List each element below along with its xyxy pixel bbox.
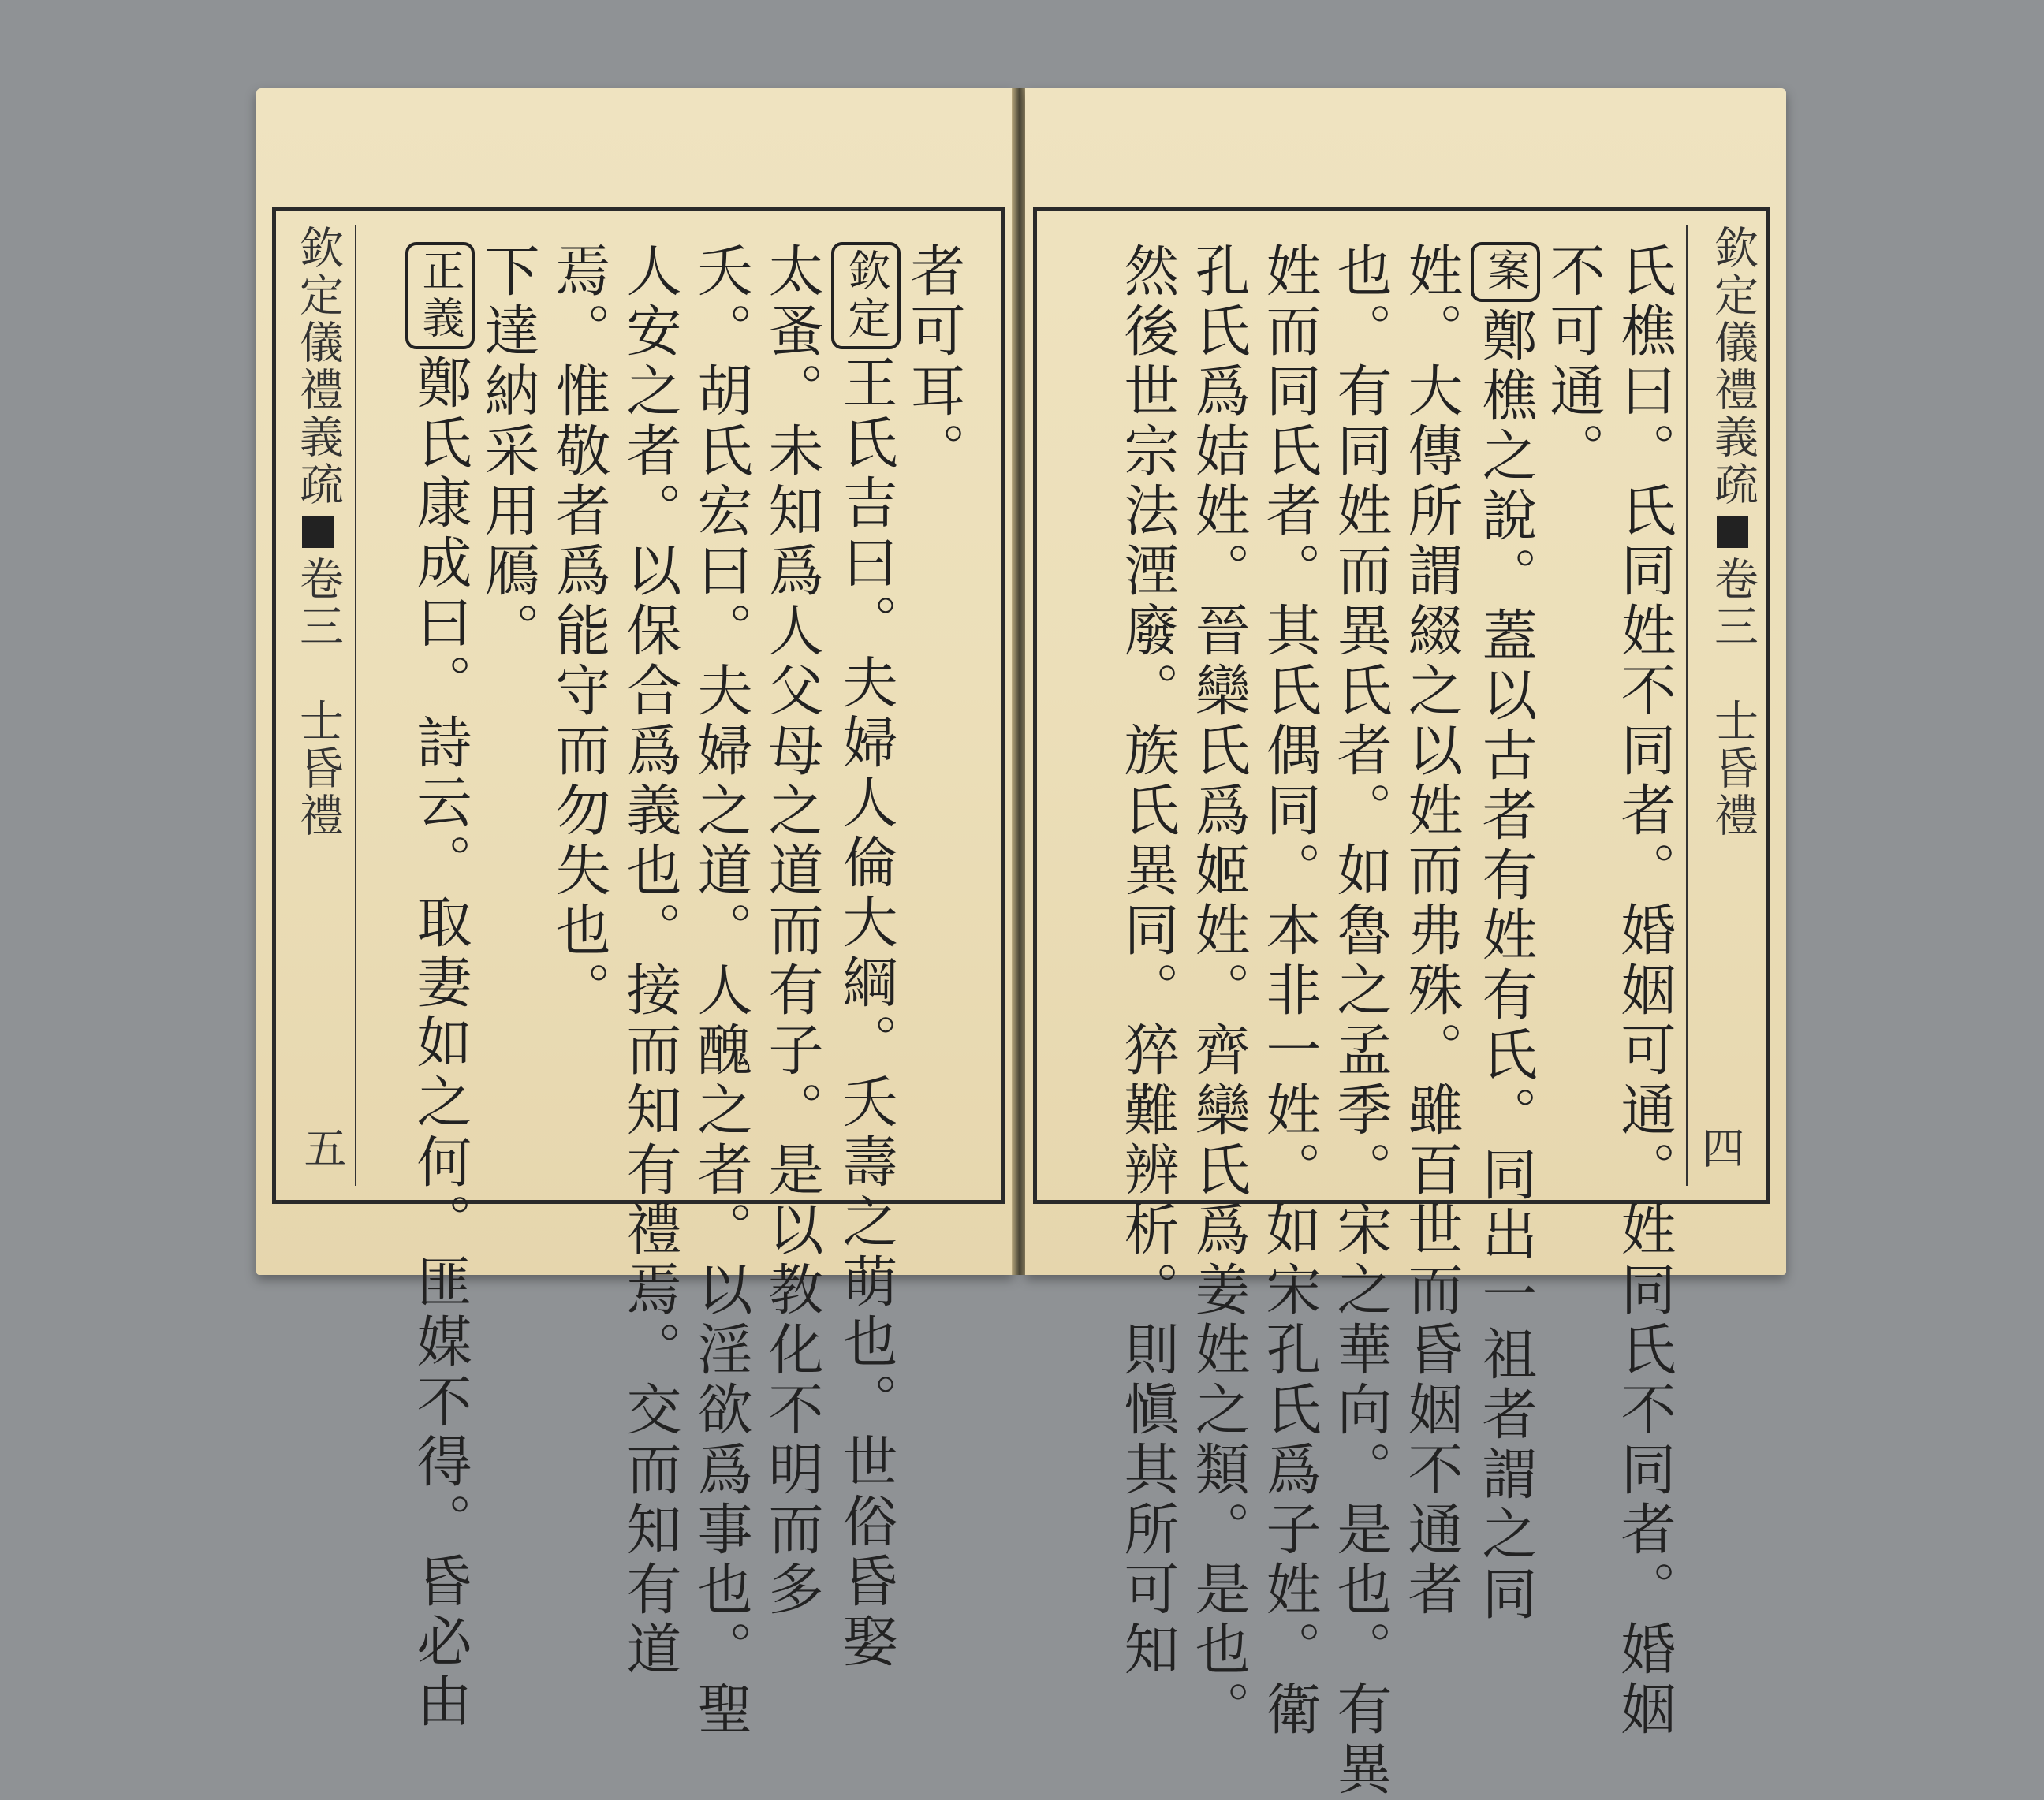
left-heart-chapter: 士昏禮 — [293, 698, 344, 840]
right-col-6 — [1258, 242, 1321, 1740]
left-page — [256, 88, 1013, 1740]
right-col-3-tag: 案 — [1471, 242, 1540, 302]
left-col-6-text: 焉。惟敬者爲能守而勿失也。 — [546, 242, 611, 1021]
right-col-1-text: 氏樵曰。氏同姓不同者。婚姻可通。姓同氏不同者。婚姻 — [1612, 242, 1677, 1740]
right-col-8-text: 然後世宗法湮廢。族氏異同。猝難辨析。則愼其所可知 — [1115, 242, 1180, 1680]
left-col-8-tag: 正義 — [405, 242, 475, 349]
right-col-8 — [1116, 242, 1179, 1680]
left-col-1 — [902, 242, 965, 482]
right-col-2 — [1542, 242, 1605, 482]
left-page-heart — [282, 225, 345, 1186]
left-col-2-text: 王氏吉曰。夫婦人倫大綱。夭壽之萌也。世俗昏娶 — [834, 354, 898, 1672]
right-heart-volume: 卷三 — [1707, 556, 1759, 650]
right-col-5 — [1329, 242, 1392, 1800]
left-col-7-text: 下達納采用鴈。 — [476, 242, 540, 661]
right-col-4 — [1400, 242, 1463, 1620]
left-col-5 — [618, 242, 681, 1680]
right-col-4-text: 姓。大傳所謂綴之以姓而弗殊。雖百世而昏姻不通者 — [1399, 242, 1464, 1620]
right-heart-title: 欽定儀禮義疏 — [1707, 225, 1759, 509]
left-col-3 — [760, 242, 823, 1620]
left-col-5-text: 人安之者。以保合爲義也。接而知有禮焉。交而知有道 — [617, 242, 682, 1680]
left-page-frame — [272, 207, 1005, 1740]
left-col-3-text: 太蚤。未知爲人父母之道而有子。是以教化不明而多 — [759, 242, 824, 1620]
left-heart-title: 欽定儀禮義疏 — [293, 225, 344, 509]
right-heart-chapter: 士昏禮 — [1707, 698, 1759, 840]
right-col-5-text: 也。有同姓而異氏者。如魯之孟季。宋之華向。是也。有異 — [1328, 242, 1393, 1800]
right-page-heart — [1697, 225, 1760, 1186]
left-col-2-tag: 欽定 — [831, 242, 901, 349]
left-col-1-text: 者可耳。 — [901, 242, 966, 482]
right-col-3 — [1471, 242, 1540, 1625]
fish-tail-icon — [1717, 516, 1748, 548]
right-page-number: 四 — [1695, 1126, 1745, 1168]
right-page-frame — [1033, 207, 1770, 1800]
left-col-4-text: 夭。胡氏宏曰。夫婦之道。人醜之者。以淫欲爲事也。聖 — [688, 242, 753, 1740]
book-spread — [256, 88, 1786, 1800]
left-col-4 — [689, 242, 752, 1740]
right-col-1 — [1613, 242, 1676, 1740]
right-col-6-text: 姓而同氏者。其氏偶同。本非一姓。如宋孔氏爲子姓。衛 — [1257, 242, 1322, 1740]
right-col-7-text: 孔氏爲姞姓。晉欒氏爲姬姓。齊欒氏爲姜姓之類。是也。 — [1186, 242, 1251, 1740]
left-col-8 — [405, 242, 475, 1732]
right-col-7 — [1187, 242, 1250, 1740]
right-col-2-text: 不可通。 — [1541, 242, 1606, 482]
left-col-2 — [831, 242, 901, 1672]
left-inner-rule — [355, 225, 356, 1186]
right-page — [1025, 88, 1786, 1800]
left-page-number: 五 — [297, 1126, 347, 1168]
left-col-6 — [547, 242, 610, 1021]
left-heart-volume: 卷三 — [293, 556, 344, 650]
fish-tail-icon — [302, 516, 334, 548]
left-col-8-text: 鄭氏康成曰。詩云。取妻如之何。匪媒不得。昏必由 — [408, 354, 472, 1732]
right-inner-rule — [1686, 225, 1688, 1186]
right-col-3-text: 鄭樵之說。蓋以古者有姓有氏。同出一祖者謂之同 — [1473, 307, 1538, 1625]
left-col-7 — [476, 242, 539, 661]
